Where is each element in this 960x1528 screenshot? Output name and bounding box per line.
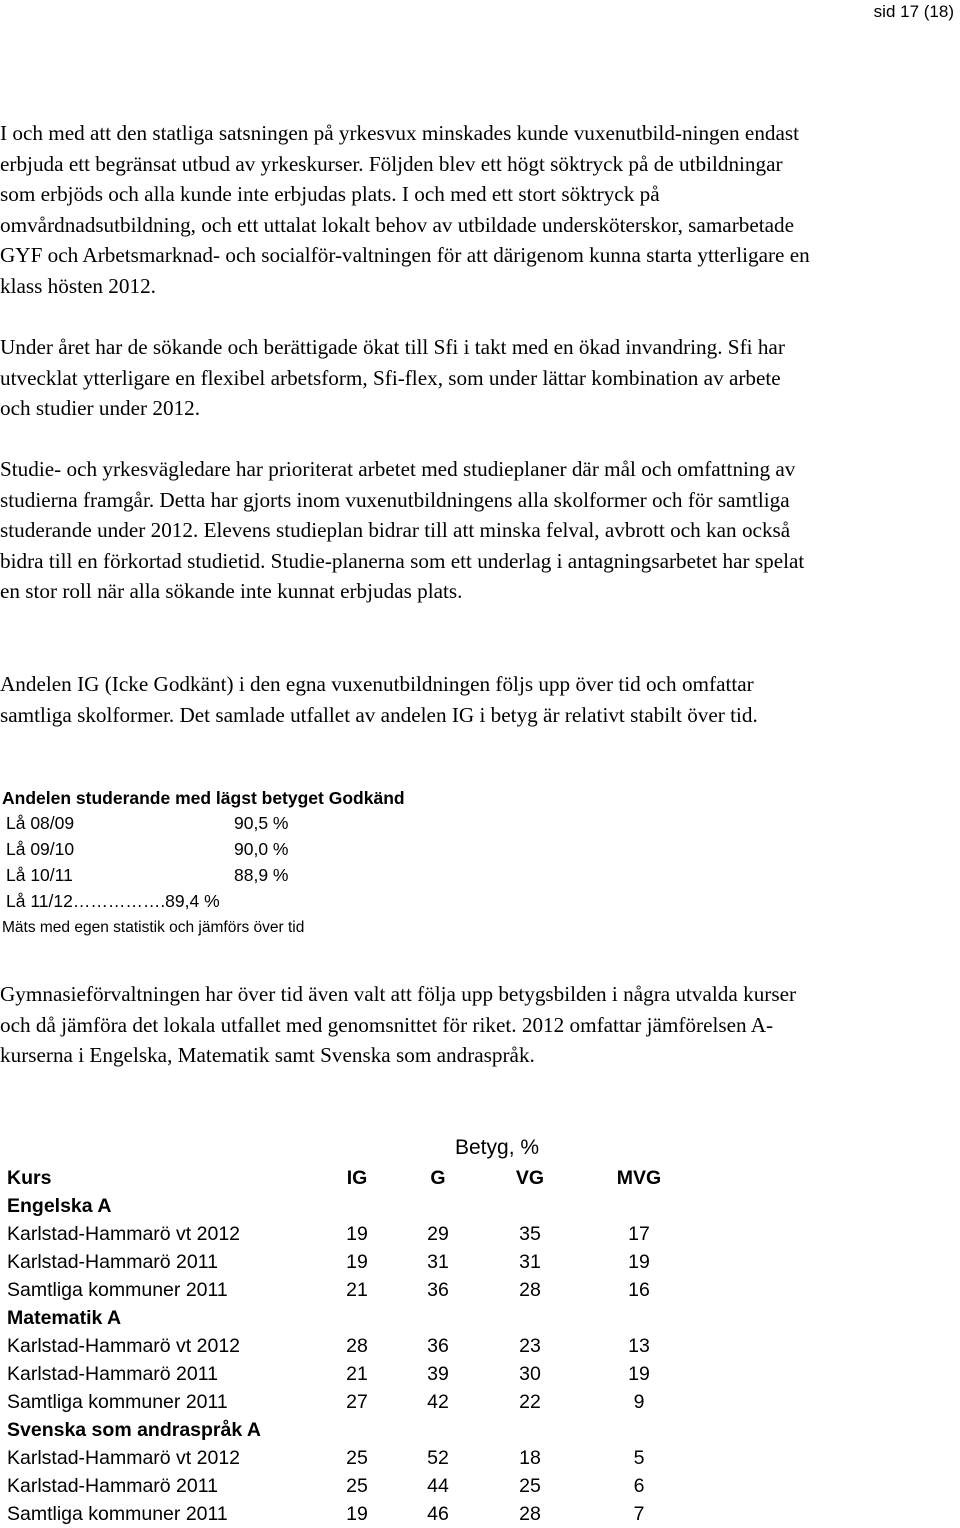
cell-mvg: 19 xyxy=(628,1363,650,1385)
pass-rate-title: Andelen studerande med lägst betyget Godkänd xyxy=(2,788,405,808)
pass-rate-value: 88,9 % xyxy=(234,865,289,885)
column-header-mvg: MVG xyxy=(616,1167,662,1189)
cell-vg: 22 xyxy=(519,1391,541,1413)
cell-vg: 35 xyxy=(519,1223,541,1245)
section-title-text: Engelska A xyxy=(7,1195,112,1217)
pass-rate-block xyxy=(2,786,405,940)
cell-ig: 27 xyxy=(346,1391,368,1413)
cell-mvg: 6 xyxy=(633,1475,645,1497)
cell-ig: 21 xyxy=(346,1279,368,1301)
section-title-text: Matematik A xyxy=(7,1307,122,1329)
cell-g: 36 xyxy=(427,1279,449,1301)
cell-mvg: 19 xyxy=(628,1251,650,1273)
cell-g: 44 xyxy=(427,1475,449,1497)
cell-mvg: 16 xyxy=(628,1279,650,1301)
pass-rate-value: 90,5 % xyxy=(234,813,289,833)
cell-vg: 25 xyxy=(519,1475,541,1497)
page-number: sid 17 (18) xyxy=(873,2,954,21)
pass-rate-year: Lå 11/12…………….89,4 % xyxy=(6,891,220,911)
cell-kurs: Karlstad-Hammarö 2011 xyxy=(7,1363,218,1385)
pass-rate-row xyxy=(2,888,405,914)
cell-mvg: 7 xyxy=(633,1503,645,1525)
column-header-g: G xyxy=(430,1167,446,1189)
cell-ig: 21 xyxy=(346,1363,368,1385)
pass-rate-year: Lå 09/10 xyxy=(6,839,75,859)
cell-g: 36 xyxy=(427,1335,449,1357)
cell-mvg: 13 xyxy=(628,1335,650,1357)
column-header-ig: IG xyxy=(346,1167,368,1189)
section-title-text: Svenska som andraspråk A xyxy=(7,1419,261,1441)
cell-ig: 19 xyxy=(346,1223,368,1245)
cell-kurs: Karlstad-Hammarö 2011 xyxy=(7,1251,218,1273)
cell-kurs: Karlstad-Hammarö vt 2012 xyxy=(7,1335,241,1357)
cell-kurs: Samtliga kommuner 2011 xyxy=(7,1279,228,1301)
cell-vg: 31 xyxy=(519,1251,541,1273)
cell-ig: 28 xyxy=(346,1335,368,1357)
cell-g: 29 xyxy=(427,1223,449,1245)
paragraph-andelen-ig: Andelen IG (Icke Godkänt) i den egna vuxenutbildningen följs upp över tid och omfattar samtliga skolformer. Det samlade utfallet av andelen IG i betyg är relativt stabilt över tid. xyxy=(0,672,758,727)
cell-mvg: 17 xyxy=(628,1223,650,1245)
cell-kurs: Karlstad-Hammarö 2011 xyxy=(7,1475,218,1497)
cell-g: 31 xyxy=(427,1251,449,1273)
cell-kurs: Samtliga kommuner 2011 xyxy=(7,1391,228,1413)
cell-kurs: Karlstad-Hammarö vt 2012 xyxy=(7,1223,241,1245)
paragraph-studieplaner: Studie- och yrkesvägledare har prioriterat arbetet med studieplaner där mål och omfattning av studierna framgår. Detta har gjorts inom vuxenutbildningens alla skolformer och för samtliga studerande under 2012. Elevens studieplan bidrar till att minska felval, avbrott och kan också bidra till en förkortad studietid. Studie-planerna som ett underlag i antagningsarbetet har spelat en stor roll när alla sökande inte kunnat erbjudas plats. xyxy=(0,457,805,603)
pass-rate-row xyxy=(2,810,405,836)
cell-mvg: 5 xyxy=(633,1447,645,1469)
cell-vg: 30 xyxy=(519,1363,541,1385)
cell-ig: 25 xyxy=(346,1475,368,1497)
cell-vg: 28 xyxy=(519,1503,541,1525)
cell-g: 42 xyxy=(427,1391,449,1413)
cell-mvg: 9 xyxy=(633,1391,645,1413)
pass-rate-row xyxy=(2,862,405,888)
pass-rate-row xyxy=(2,836,405,862)
cell-vg: 23 xyxy=(519,1335,541,1357)
cell-vg: 18 xyxy=(519,1447,541,1469)
pass-rate-year: Lå 08/09 xyxy=(6,813,75,833)
cell-vg: 28 xyxy=(519,1279,541,1301)
cell-g: 52 xyxy=(427,1447,449,1469)
cell-g: 39 xyxy=(427,1363,449,1385)
column-header-kurs: Kurs xyxy=(7,1167,52,1189)
cell-ig: 19 xyxy=(346,1503,368,1525)
cell-kurs: Karlstad-Hammarö vt 2012 xyxy=(7,1447,241,1469)
pass-rate-year: Lå 10/11 xyxy=(6,865,73,885)
pass-rate-value: 90,0 % xyxy=(234,839,289,859)
column-header-vg: VG xyxy=(515,1167,545,1189)
paragraph-sfi: Under året har de sökande och berättigade ökat till Sfi i takt med en ökad invandring. Sfi har utvecklat ytterligare en flexibel arbetsform, Sfi-flex, som under lättar kombination av arbete och studier under 2012. xyxy=(0,335,785,420)
pass-rate-note: Mäts med egen statistik och jämförs över tid xyxy=(2,919,305,936)
paragraph-yrkesvux: I och med att den statliga satsningen på yrkesvux minskades kunde vuxenutbild-ningen endast erbjuda ett begränsat utbud av yrkeskurser. Följden blev ett högt söktryck på de utbildningar som erbjöds och alla kunde inte erbjudas plats. I och med ett stort söktryck på omvårdnadsutbildning, och ett uttalat lokalt behov av utbildade undersköterskor, samarbetade GYF och Arbetsmarknad- och socialför-valtningen för att därigenom kunna starta ytterligare en klass hösten 2012. xyxy=(0,121,810,298)
cell-g: 46 xyxy=(427,1503,449,1525)
cell-ig: 19 xyxy=(346,1251,368,1273)
grade-table-super-header: Betyg, % xyxy=(455,1136,540,1159)
cell-ig: 25 xyxy=(346,1447,368,1469)
cell-kurs: Samtliga kommuner 2011 xyxy=(7,1503,228,1525)
paragraph-gymnasieforvaltningen: Gymnasieförvaltningen har över tid även valt att följa upp betygsbilden i några utvalda kurser och då jämföra det lokala utfallet med genomsnittet för riket. 2012 omfattar jämförelsen A-kurserna i Engelska, Matematik samt Svenska som andraspråk. xyxy=(0,982,797,1067)
